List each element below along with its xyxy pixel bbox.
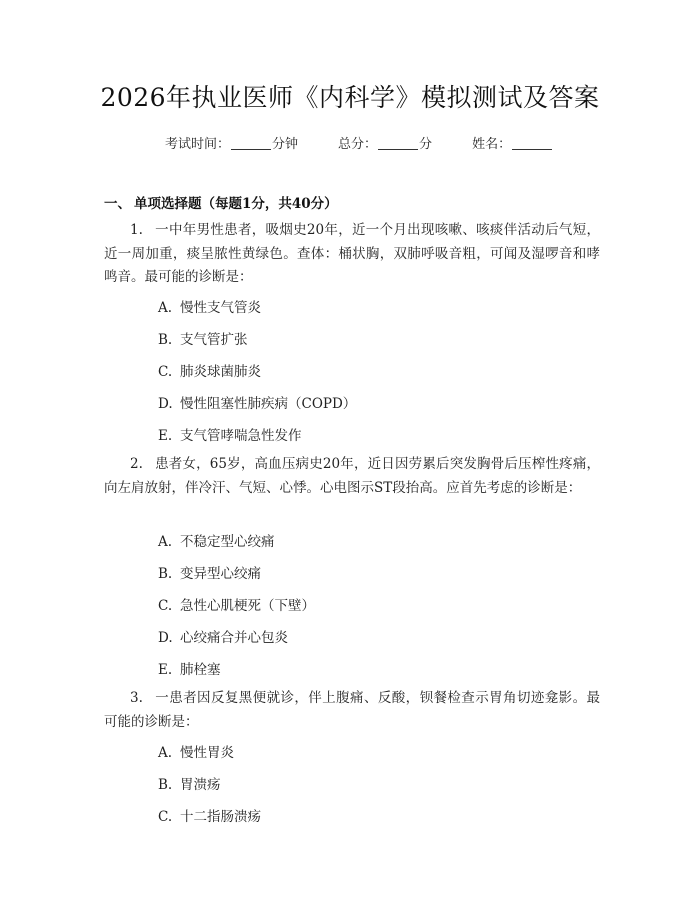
option-letter: E. bbox=[158, 428, 173, 444]
option-item bbox=[158, 594, 315, 614]
option-text: 胃溃疡 bbox=[180, 777, 221, 793]
option-letter: D. bbox=[158, 396, 173, 412]
time-blank bbox=[231, 136, 271, 150]
option-text: 慢性支气管炎 bbox=[180, 300, 261, 316]
option-item bbox=[158, 296, 261, 316]
question-number: 2. bbox=[130, 456, 143, 472]
score-unit: 分 bbox=[419, 137, 433, 152]
option-letter: E. bbox=[158, 662, 173, 678]
option-item bbox=[158, 658, 221, 678]
option-text: 变异型心绞痛 bbox=[180, 566, 261, 582]
option-item bbox=[158, 360, 261, 380]
option-letter: B. bbox=[158, 566, 173, 582]
option-text: 慢性阻塞性肺疾病（COPD） bbox=[180, 396, 357, 412]
option-item bbox=[158, 626, 288, 646]
option-letter: A. bbox=[158, 745, 173, 761]
option-letter: C. bbox=[158, 598, 173, 614]
option-text: 心绞痛合并心包炎 bbox=[180, 630, 288, 646]
page-title: 2026年执业医师《内科学》模拟测试及答案 bbox=[100, 83, 600, 112]
option-letter: B. bbox=[158, 777, 173, 793]
option-letter: A. bbox=[158, 534, 173, 550]
question-text: 一患者因反复黑便就诊，伴上腹痛、反酸，钡餐检查示胃角切迹龛影。最可能的诊断是： bbox=[104, 690, 600, 730]
section-number: 一、 bbox=[104, 196, 131, 212]
section-heading bbox=[104, 192, 338, 212]
option-text: 肺栓塞 bbox=[180, 662, 221, 678]
option-text: 慢性胃炎 bbox=[180, 745, 234, 761]
question-stem bbox=[104, 219, 600, 290]
name-label: 姓名： bbox=[472, 137, 512, 152]
option-text: 不稳定型心绞痛 bbox=[180, 534, 275, 550]
option-text: 支气管哮喘急性发作 bbox=[180, 428, 302, 444]
option-item bbox=[158, 741, 234, 761]
name-blank bbox=[512, 136, 552, 150]
option-letter: C. bbox=[158, 364, 173, 380]
option-letter: C. bbox=[158, 809, 173, 825]
option-text: 急性心肌梗死（下壁） bbox=[180, 598, 315, 614]
option-item bbox=[158, 328, 248, 348]
section-title: 单项选择题（每题1分，共40分） bbox=[134, 196, 338, 212]
time-label: 考试时间： bbox=[165, 137, 231, 152]
option-item bbox=[158, 805, 261, 825]
option-item bbox=[158, 392, 356, 412]
option-text: 十二指肠溃疡 bbox=[180, 809, 261, 825]
option-text: 支气管扩张 bbox=[180, 332, 248, 348]
score-blank bbox=[378, 136, 418, 150]
question-stem bbox=[104, 687, 600, 734]
score-label: 总分： bbox=[338, 137, 378, 152]
option-item bbox=[158, 562, 261, 582]
option-letter: D. bbox=[158, 630, 173, 646]
option-item bbox=[158, 773, 221, 793]
option-text: 肺炎球菌肺炎 bbox=[180, 364, 261, 380]
option-item bbox=[158, 424, 302, 444]
question-text: 患者女，65岁，高血压病史20年，近日因劳累后突发胸骨后压榨性疼痛，向左肩放射，伴冷汗、气短、心悸。心电图示ST段抬高。应首先考虑的诊断是： bbox=[104, 456, 600, 496]
question-number: 1. bbox=[130, 222, 143, 238]
option-letter: A. bbox=[158, 300, 173, 316]
question-stem bbox=[104, 453, 600, 500]
question-number: 3. bbox=[130, 690, 143, 706]
option-letter: B. bbox=[158, 332, 173, 348]
time-unit: 分钟 bbox=[272, 137, 299, 152]
option-item bbox=[158, 530, 275, 550]
exam-meta-line bbox=[165, 133, 552, 152]
question-text: 一中年男性患者，吸烟史20年，近一个月出现咳嗽、咳痰伴活动后气短，近一周加重，痰呈脓性黄绿色。查体：桶状胸，双肺呼吸音粗，可闻及湿啰音和哮鸣音。最可能的诊断是： bbox=[104, 222, 600, 285]
